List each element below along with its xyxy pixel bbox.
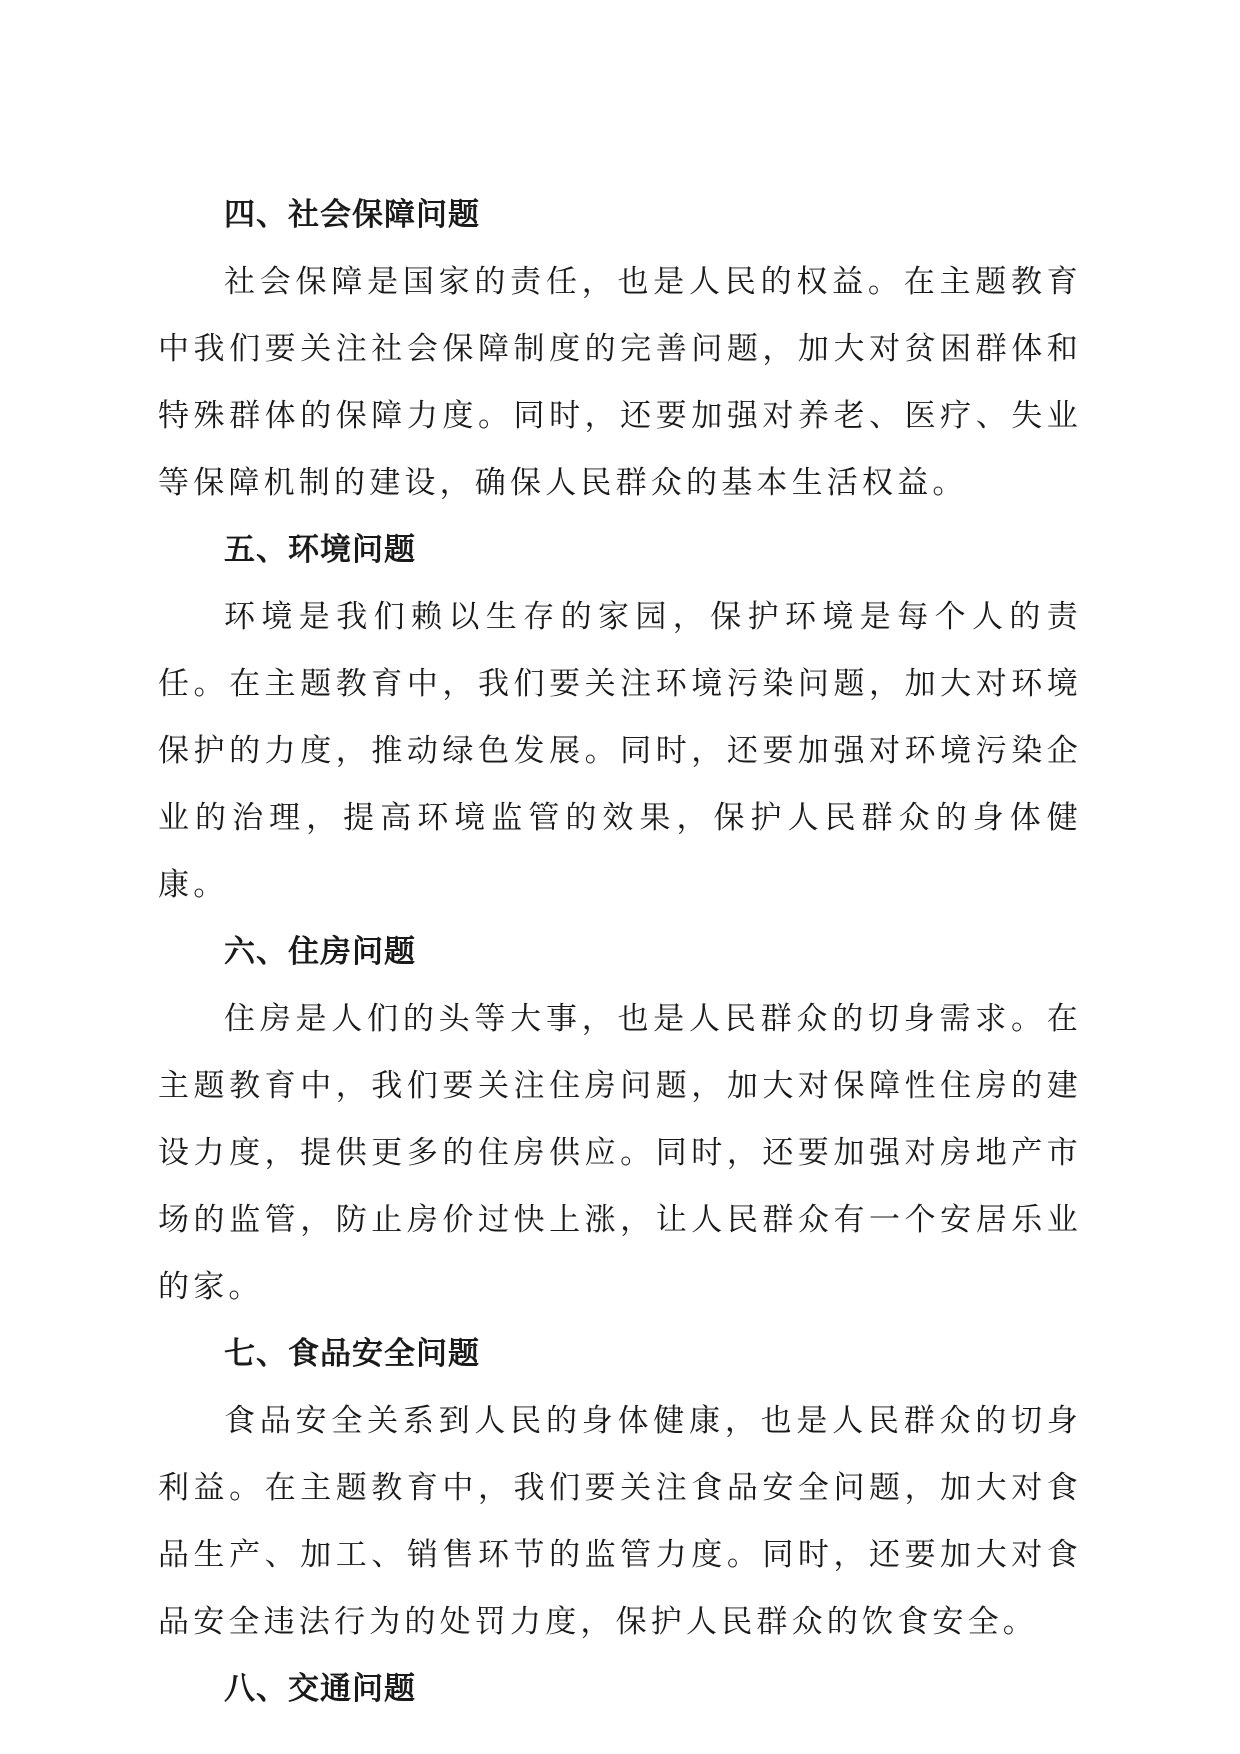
section-heading: 八、交通问题 [224, 1671, 416, 1707]
section-paragraph: 环境是我们赖以生存的家园，保护环境是每个人的责任。在主题教育中，我们要关注环境污染问题，加大对环境保护的力度，推动绿色发展。同时，还要加强对环境污染企业的治理，提高环境监管的效果，保护人民群众的身体健康。 [158, 599, 1082, 903]
section-heading: 五、环境问题 [224, 532, 416, 568]
section-environment [158, 517, 1082, 919]
section-housing [158, 919, 1082, 1321]
section-social-security [158, 182, 1082, 517]
section-traffic [158, 1656, 1082, 1723]
section-heading: 四、社会保障问题 [224, 197, 480, 233]
section-food-safety [158, 1321, 1082, 1656]
document-page [158, 182, 1082, 1723]
section-heading: 七、食品安全问题 [224, 1336, 480, 1372]
section-paragraph: 住房是人们的头等大事，也是人民群众的切身需求。在主题教育中，我们要关注住房问题，加大对保障性住房的建设力度，提供更多的住房供应。同时，还要加强对房地产市场的监管，防止房价过快上涨，让人民群众有一个安居乐业的家。 [158, 1001, 1082, 1305]
section-paragraph: 社会保障是国家的责任，也是人民的权益。在主题教育中我们要关注社会保障制度的完善问题，加大对贫困群体和特殊群体的保障力度。同时，还要加强对养老、医疗、失业等保障机制的建设，确保人民群众的基本生活权益。 [158, 264, 1082, 501]
section-paragraph: 食品安全关系到人民的身体健康，也是人民群众的切身利益。在主题教育中，我们要关注食品安全问题，加大对食品生产、加工、销售环节的监管力度。同时，还要加大对食品安全违法行为的处罚力度，保护人民群众的饮食安全。 [158, 1403, 1082, 1640]
section-heading: 六、住房问题 [224, 934, 416, 970]
